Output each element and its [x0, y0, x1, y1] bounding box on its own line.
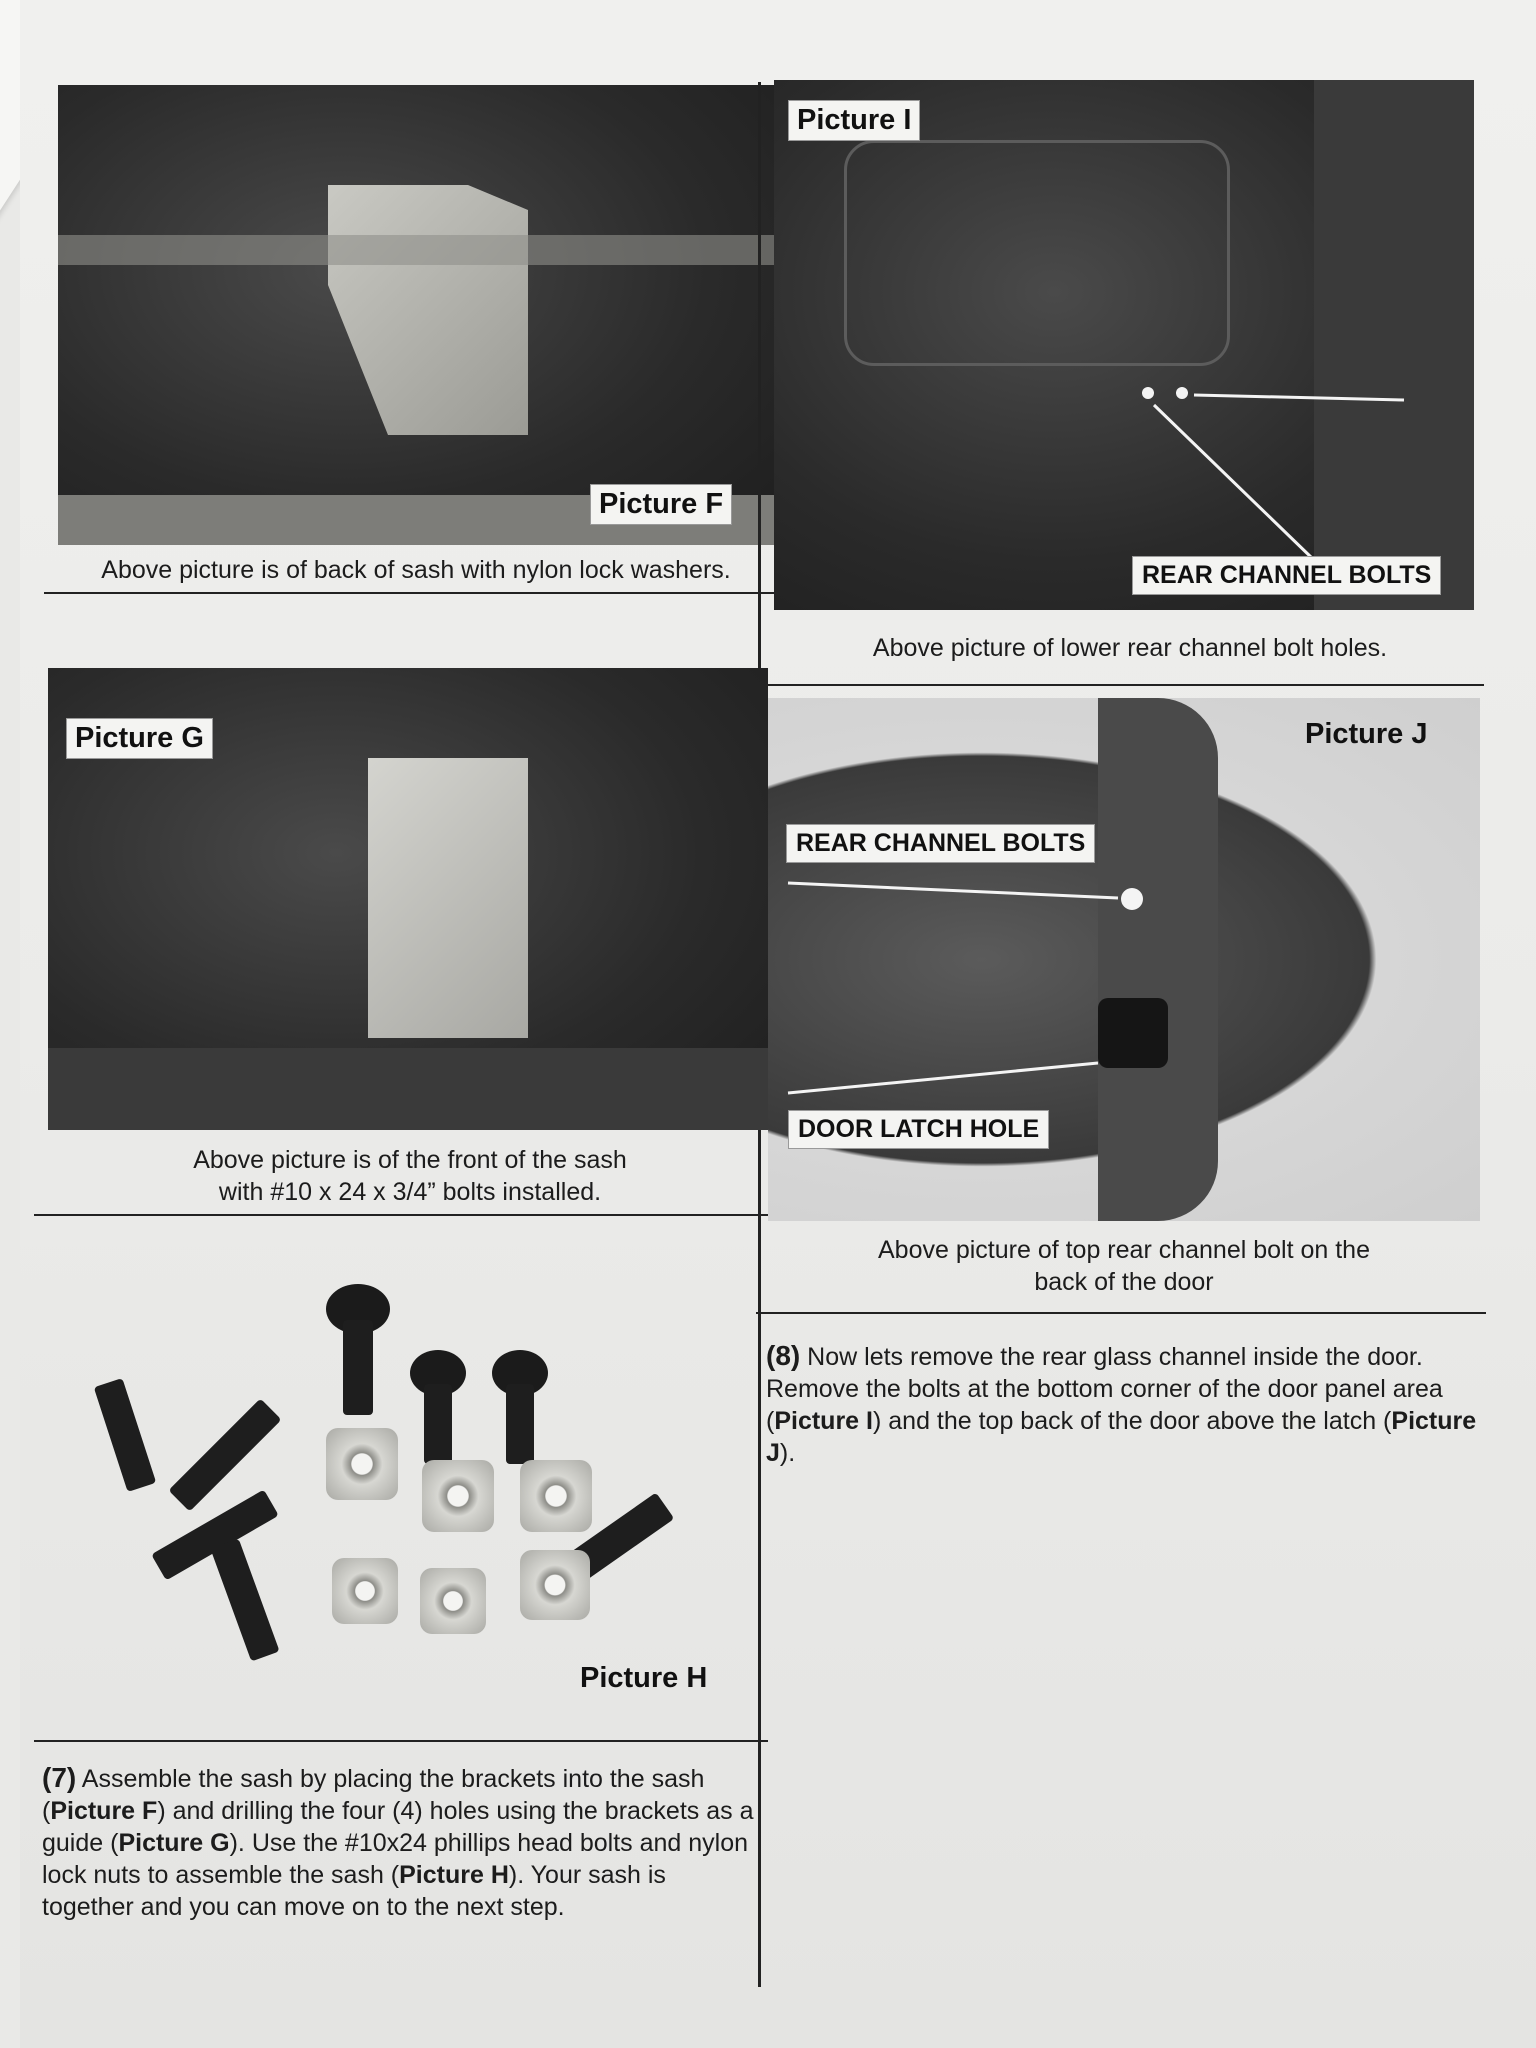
step-7-number: (7) [42, 1762, 77, 1793]
divider [34, 1214, 774, 1216]
picture-i-caption: Above picture of lower rear channel bolt holes. [872, 634, 1388, 662]
divider [760, 684, 1484, 686]
picture-g-caption-line2: with #10 x 24 x 3/4” bolts installed. [218, 1178, 602, 1206]
picture-j-label: Picture J [1305, 718, 1428, 750]
bolt [424, 1384, 452, 1464]
picture-j-caption-line2: back of the door [1034, 1268, 1214, 1296]
picture-i-photo [774, 80, 1474, 610]
picture-g-label: Picture G [66, 718, 213, 759]
lock-nut [326, 1428, 398, 1500]
lock-nut [332, 1558, 398, 1624]
bolt [151, 1490, 279, 1581]
picture-f-caption: Above picture is of back of sash with nylon lock washers. [101, 556, 731, 584]
picture-j-caption-line1: Above picture of top rear channel bolt on the [878, 1236, 1370, 1264]
bolt [210, 1538, 279, 1661]
step-8-number: (8) [766, 1340, 801, 1371]
picture-i-reference: Picture I [774, 1407, 873, 1435]
picture-g-reference: Picture G [118, 1829, 230, 1857]
picture-h-label: Picture H [580, 1662, 708, 1694]
lock-nut [422, 1460, 494, 1532]
picture-j-callout-top: REAR CHANNEL BOLTS [786, 824, 1095, 863]
lock-nut [420, 1568, 486, 1634]
callout-arrows [774, 80, 1474, 610]
step-8-text: (8) Now lets remove the rear glass channel inside the door. Remove the bolts at the bottom corner of the door panel area (Picture I) and the top back of the door above the latch (Picture J). [766, 1340, 1477, 1467]
picture-f-reference: Picture F [50, 1797, 158, 1825]
bolt [506, 1384, 534, 1464]
picture-f-label: Picture F [590, 484, 732, 525]
divider [44, 592, 782, 594]
picture-f-photo [58, 85, 774, 545]
picture-i-label: Picture I [788, 100, 920, 141]
divider [756, 1312, 1486, 1314]
divider [34, 1740, 768, 1742]
step-7-text: (7) Assemble the sash by placing the brackets into the sash (Picture F) and drilling the four (4) holes using the brackets as a guide (Picture G). Use the #10x24 phillips head bolts and nylon lock nuts to assemble the sash (Picture H). Your sash is together and you can move on to the next step. [42, 1762, 754, 1921]
picture-h-reference: Picture H [399, 1861, 509, 1889]
bolt [343, 1320, 373, 1415]
instruction-page [20, 0, 1536, 2048]
picture-j-reference: Picture J [766, 1407, 1477, 1467]
picture-i-callout: REAR CHANNEL BOLTS [1132, 556, 1441, 595]
bolt [94, 1378, 157, 1492]
sash-bracket [368, 758, 528, 1038]
lock-nut [520, 1550, 590, 1620]
lock-nut [520, 1460, 592, 1532]
picture-j-callout-bottom: DOOR LATCH HOLE [788, 1110, 1049, 1149]
picture-h-photo [80, 1280, 740, 1670]
sash-bracket [328, 185, 528, 435]
picture-g-caption-line1: Above picture is of the front of the sash [193, 1146, 627, 1174]
